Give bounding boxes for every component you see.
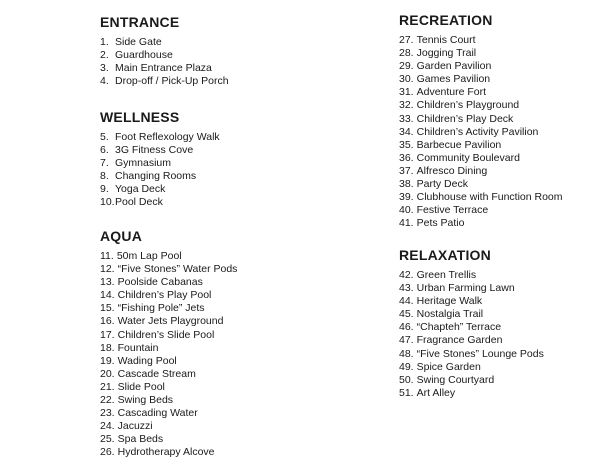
recreation-item — [399, 113, 563, 126]
item-label: Gymnasium — [115, 157, 172, 170]
item-number: 43. — [399, 282, 414, 295]
relaxation-item — [399, 334, 544, 347]
item-label: “Five Stones” Lounge Pods — [416, 347, 544, 360]
item-number: 28. — [399, 47, 414, 60]
item-number: 14. — [100, 289, 115, 302]
item-number: 22. — [100, 394, 115, 407]
entrance-section — [100, 14, 229, 88]
item-label: Green Trellis — [416, 269, 477, 281]
item-label: Cascade Stream — [117, 367, 196, 380]
aqua-section — [100, 228, 237, 460]
item-number: 44. — [399, 295, 414, 308]
item-number: 19. — [100, 354, 115, 367]
item-label: Side Gate — [115, 36, 162, 48]
item-number: 7. — [100, 157, 109, 170]
item-label: Main Entrance Plaza — [115, 62, 212, 75]
item-label: Swing Beds — [117, 394, 174, 407]
item-label: Children’s Play Pool — [117, 289, 212, 302]
item-number: 24. — [100, 420, 115, 433]
item-label: 3G Fitness Cove — [115, 144, 194, 157]
relaxation-item — [399, 387, 544, 400]
item-label: Children’s Activity Pavilion — [416, 125, 539, 138]
item-label: Nostalgia Trail — [416, 308, 484, 321]
item-number: 2. — [100, 49, 109, 62]
item-label: Slide Pool — [117, 380, 165, 393]
item-number: 31. — [399, 86, 414, 99]
item-number: 5. — [100, 131, 109, 143]
item-label: Changing Rooms — [115, 170, 197, 183]
item-number: 33. — [399, 112, 414, 125]
item-label: Foot Reflexology Walk — [115, 131, 220, 143]
item-label: Children’s Play Deck — [416, 112, 514, 125]
aqua-item — [100, 263, 237, 276]
item-label: Urban Farming Lawn — [416, 282, 515, 295]
item-number: 40. — [399, 204, 414, 217]
recreation-item — [399, 178, 563, 191]
item-label: Alfresco Dining — [416, 164, 488, 177]
relaxation-item — [399, 374, 544, 387]
aqua-item — [100, 381, 237, 394]
wellness-item — [100, 183, 220, 196]
aqua-item — [100, 420, 237, 433]
entrance-title: ENTRANCE — [100, 14, 180, 30]
entrance-item — [100, 75, 229, 88]
aqua-item — [100, 329, 237, 342]
entrance-item — [100, 36, 229, 49]
entrance-item — [100, 49, 229, 62]
aqua-item — [100, 368, 237, 381]
relaxation-item — [399, 282, 544, 295]
item-label: “Five Stones” Water Pods — [117, 263, 238, 276]
item-number: 47. — [399, 334, 414, 347]
recreation-item — [399, 60, 563, 73]
item-label: “Fishing Pole” Jets — [117, 302, 205, 315]
item-label: Barbecue Pavilion — [416, 138, 502, 151]
recreation-item — [399, 204, 563, 217]
recreation-item — [399, 86, 563, 99]
item-label: Adventure Fort — [416, 86, 487, 99]
item-number: 51. — [399, 386, 414, 399]
relaxation-section — [399, 247, 544, 400]
item-label: Jacuzzi — [117, 420, 153, 433]
relaxation-list — [399, 269, 544, 400]
item-label: Hydrotherapy Alcove — [117, 446, 215, 459]
aqua-item — [100, 315, 237, 328]
item-number: 12. — [100, 263, 115, 276]
item-label: Drop-off / Pick-Up Porch — [115, 75, 229, 88]
item-number: 6. — [100, 144, 109, 157]
recreation-title: RECREATION — [399, 12, 493, 28]
item-number: 9. — [100, 183, 109, 196]
item-label: Cascading Water — [117, 407, 198, 420]
recreation-item — [399, 47, 563, 60]
wellness-list — [100, 131, 220, 210]
item-number: 36. — [399, 151, 414, 164]
aqua-item — [100, 250, 237, 263]
item-number: 27. — [399, 34, 414, 46]
wellness-item — [100, 131, 220, 144]
item-label: Clubhouse with Function Room — [416, 191, 563, 204]
item-label: Poolside Cabanas — [117, 276, 203, 289]
item-number: 46. — [399, 321, 414, 334]
item-number: 17. — [100, 328, 115, 341]
aqua-item — [100, 289, 237, 302]
item-number: 11. — [100, 250, 114, 262]
item-label: Children’s Playground — [416, 99, 520, 112]
recreation-item — [399, 34, 563, 47]
item-number: 48. — [399, 347, 414, 360]
wellness-item — [100, 144, 220, 157]
aqua-list — [100, 250, 237, 460]
item-number: 30. — [399, 73, 414, 86]
item-label: Garden Pavilion — [416, 60, 492, 73]
item-label: Water Jets Playground — [117, 315, 224, 328]
item-number: 39. — [399, 191, 414, 204]
item-number: 13. — [100, 276, 115, 289]
item-number: 49. — [399, 360, 414, 373]
aqua-item — [100, 433, 237, 446]
item-number: 42. — [399, 269, 414, 281]
item-label: Community Boulevard — [416, 151, 520, 164]
recreation-list — [399, 34, 563, 230]
relaxation-item — [399, 361, 544, 374]
recreation-item — [399, 99, 563, 112]
item-label: Children’s Slide Pool — [117, 328, 215, 341]
aqua-item — [100, 342, 237, 355]
recreation-item — [399, 73, 563, 86]
item-label: Party Deck — [416, 178, 468, 191]
item-number: 3. — [100, 62, 109, 75]
item-number: 35. — [399, 138, 414, 151]
wellness-item — [100, 170, 220, 183]
item-number: 29. — [399, 60, 414, 73]
aqua-item — [100, 407, 237, 420]
item-label: Pool Deck — [115, 196, 163, 209]
item-label: Heritage Walk — [416, 295, 483, 308]
item-label: Pets Patio — [416, 217, 465, 230]
recreation-item — [399, 126, 563, 139]
item-number: 38. — [399, 178, 414, 191]
recreation-section — [399, 12, 563, 230]
item-label: Swing Courtyard — [416, 373, 495, 386]
aqua-item — [100, 302, 237, 315]
relaxation-item — [399, 308, 544, 321]
item-number: 21. — [100, 380, 115, 393]
item-label: Fountain — [117, 341, 159, 354]
wellness-section — [100, 109, 220, 210]
item-number: 41. — [399, 217, 414, 230]
item-number: 4. — [100, 75, 109, 88]
relaxation-item — [399, 295, 544, 308]
item-number: 18. — [100, 341, 115, 354]
wellness-item — [100, 157, 220, 170]
item-label: 50m Lap Pool — [116, 250, 182, 262]
item-label: Festive Terrace — [416, 204, 489, 217]
item-label: Tennis Court — [416, 34, 476, 46]
item-number: 26. — [100, 446, 115, 459]
entrance-item — [100, 62, 229, 75]
item-number: 37. — [399, 164, 414, 177]
item-number: 45. — [399, 308, 414, 321]
item-label: Jogging Trail — [416, 47, 477, 60]
item-label: Art Alley — [416, 386, 456, 399]
wellness-item — [100, 196, 220, 209]
item-number: 32. — [399, 99, 414, 112]
item-label: Yoga Deck — [115, 183, 166, 196]
relaxation-item — [399, 321, 544, 334]
relaxation-item — [399, 348, 544, 361]
item-label: Wading Pool — [117, 354, 177, 367]
item-number: 8. — [100, 170, 109, 183]
wellness-title: WELLNESS — [100, 109, 180, 125]
item-number: 34. — [399, 125, 414, 138]
item-label: Guardhouse — [115, 49, 173, 62]
aqua-item — [100, 276, 237, 289]
recreation-item — [399, 152, 563, 165]
item-number: 15. — [100, 302, 115, 315]
entrance-list — [100, 36, 229, 88]
item-number: 20. — [100, 367, 115, 380]
item-label: Spa Beds — [117, 433, 164, 446]
item-label: “Chapteh” Terrace — [416, 321, 502, 334]
aqua-title: AQUA — [100, 228, 143, 244]
item-number: 50. — [399, 373, 414, 386]
item-number: 25. — [100, 433, 115, 446]
relaxation-title: RELAXATION — [399, 247, 491, 263]
aqua-item — [100, 394, 237, 407]
recreation-item — [399, 165, 563, 178]
recreation-item — [399, 139, 563, 152]
aqua-item — [100, 446, 237, 459]
recreation-item — [399, 217, 563, 230]
relaxation-item — [399, 269, 544, 282]
item-number: 10. — [100, 196, 115, 209]
aqua-item — [100, 355, 237, 368]
item-label: Games Pavilion — [416, 73, 491, 86]
item-number: 1. — [100, 36, 109, 48]
item-label: Fragrance Garden — [416, 334, 503, 347]
recreation-item — [399, 191, 563, 204]
item-number: 16. — [100, 315, 115, 328]
item-label: Spice Garden — [416, 360, 481, 373]
item-number: 23. — [100, 407, 115, 420]
